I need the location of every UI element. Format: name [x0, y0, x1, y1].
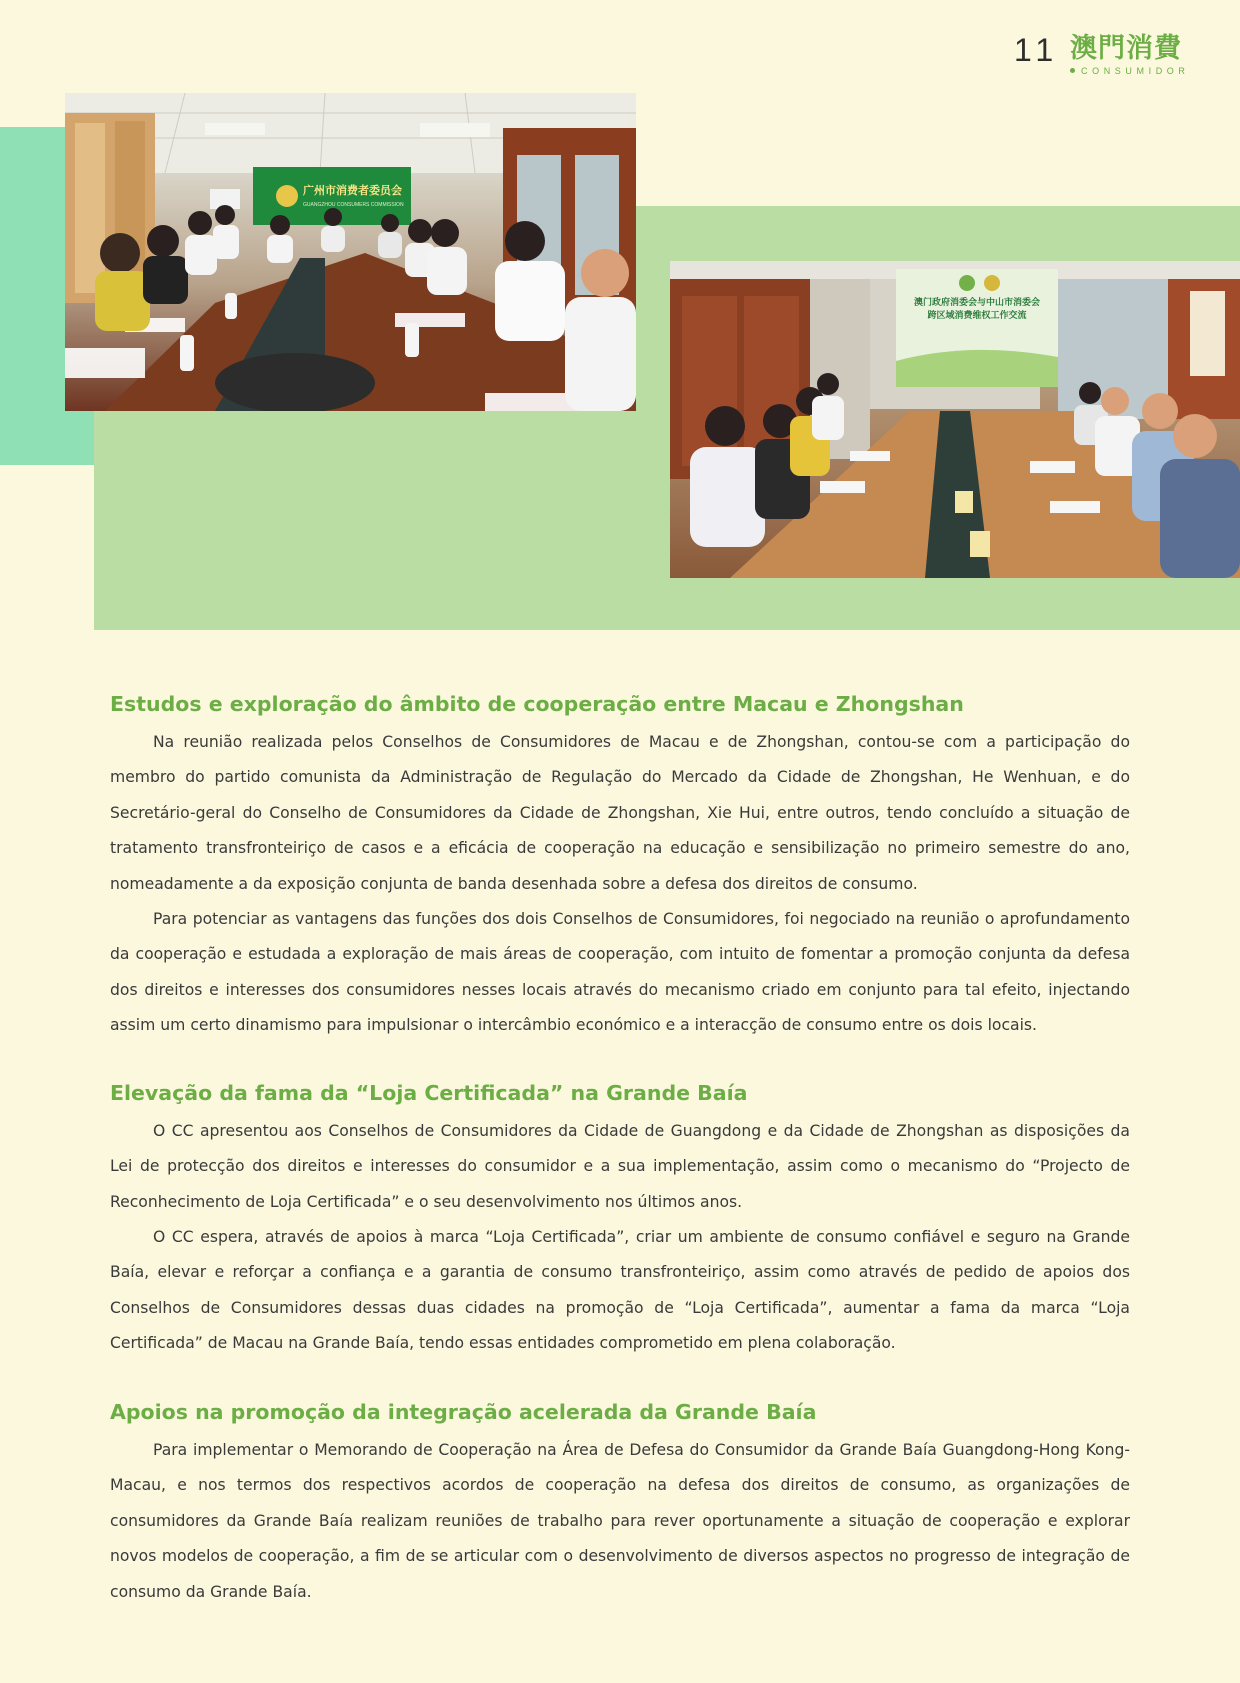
paragraph-integracao-1: Para implementar o Memorando de Cooperação na Área de Defesa do Consumidor da Grande Baía Guangdong-Hong Kong-Macau, e nos termos dos respectivos acordos de cooperação na defesa dos direitos de consumo, as organizações de consumidores da Grande Baía realizam reuniões de trabalho para rever oportunamente a situação de cooperação e explorar novos modelos de cooperação, a fim de se articular com o desenvolvimento de diversos aspectos no progresso de integração de consumo da Grande Baía. — [110, 1441, 1130, 1601]
paragraph-macau-zhongshan-2: Para potenciar as vantagens das funções dos dois Conselhos de Consumidores, foi negociado na reunião o aprofundamento da cooperação e estudada a exploração de mais áreas de cooperação, com intuito de fomentar a promoção conjunta da defesa dos direitos e interesses dos consumidores nesses locais através do mecanismo criado em conjunto para tal efeito, injectando assim um certo dinamismo para impulsionar o intercâmbio económico e a interacção de consumo entre os dois locais. — [110, 910, 1130, 1035]
screen-line1: 澳门政府消委会与中山市消委会 — [913, 298, 1041, 308]
section-title-integracao: Apoios na promoção da integração acelerada da Grande Baía — [110, 1400, 817, 1424]
meeting-photo-zhongshan-illustration — [670, 261, 1240, 578]
page-number: 11 — [1014, 32, 1060, 68]
paragraph-loja-certificada-1: O CC apresentou aos Conselhos de Consumidores da Cidade de Guangdong e da Cidade de Zhongshan as disposições da Lei de protecção dos direitos e interesses do consumidor e a sua implementação, assim como o mecanismo do “Projecto de Reconhecimento de Loja Certificada” e o seu desenvolvimento nos últimos anos. — [110, 1122, 1130, 1211]
logo-chinese-text: 澳門消費 — [1070, 33, 1182, 64]
consumidor-logo — [1070, 34, 1188, 80]
meeting-photo-guangzhou-illustration — [65, 93, 636, 411]
paragraph-loja-certificada-2: O CC espera, através de apoios à marca “Loja Certificada”, criar um ambiente de consumo confiável e seguro na Grande Baía, elevar e reforçar a confiança e a garantia de consumo transfronteiriço, assim como através de pedido de apoios dos Conselhos de Consumidores dessas duas cidades na promoção de “Loja Certificada”, aumentar a fama da marca “Loja Certificada” de Macau na Grande Baía, tendo essas entidades comprometido em plena colaboração. — [110, 1228, 1130, 1353]
logo-subtext — [1070, 66, 1188, 76]
section-title-loja-certificada: Elevação da fama da “Loja Certificada” na Grande Baía — [110, 1081, 748, 1105]
meeting-photo-zhongshan — [670, 261, 1240, 578]
banner-text: 广州市消费者委员会 — [303, 184, 402, 197]
section-title-macau-zhongshan: Estudos e exploração do âmbito de cooperação entre Macau e Zhongshan — [110, 692, 964, 716]
meeting-photo-guangzhou — [65, 93, 636, 411]
banner-subtext: GUANGZHOU CONSUMERS COMMISSION — [303, 202, 404, 208]
logo-dot-icon — [1070, 68, 1075, 73]
paragraph-macau-zhongshan-1: Na reunião realizada pelos Conselhos de Consumidores de Macau e de Zhongshan, contou-se com a participação do membro do partido comunista da Administração de Regulação do Mercado da Cidade de Zhongshan, He Wenhuan, e do Secretário-geral do Conselho de Consumidores da Cidade de Zhongshan, Xie Hui, entre outros, tendo concluído a situação de tratamento transfronteiriço de casos e a eficácia de cooperação na educação e sensibilização no primeiro semestre do ano, nomeadamente a da exposição conjunta de banda desenhada sobre a defesa dos direitos de consumo. — [110, 733, 1130, 893]
screen-line2: 跨区域消费维权工作交流 — [927, 311, 1027, 321]
logo-subtext-label: CONSUMIDOR — [1081, 66, 1190, 76]
